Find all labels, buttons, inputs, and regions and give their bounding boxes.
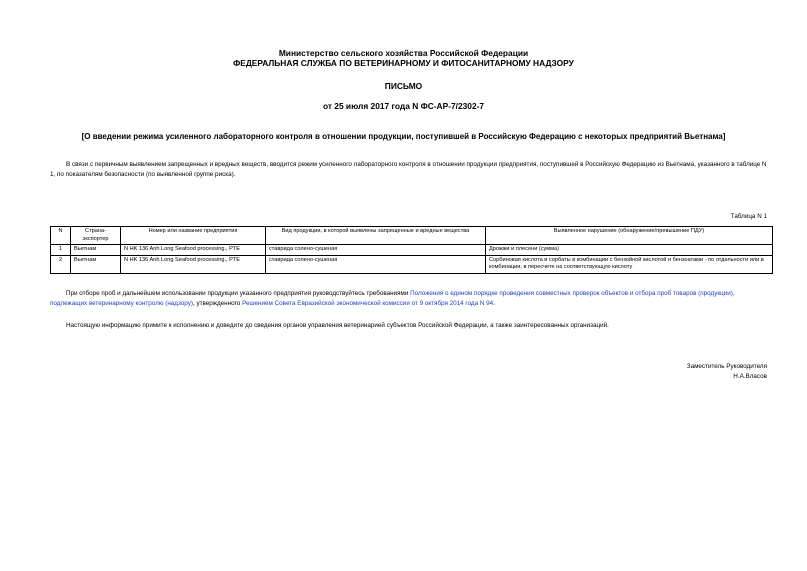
col-header-enterprise: Номер или название предприятия [121,227,266,245]
intro-text: В связи с первичным выявлением запрещенных и вредных веществ, вводится режим усиленного лабораторного контроля в отношении продукции предприятия, поступившей в Российскую Федерацию из Вьетнама, указанного в таблице N 1, по показателям безопасности (по выявленной группе риска). [50,161,767,178]
cell-number: 1 [51,245,71,256]
decision-link[interactable]: Решением Совета Евразийской экономической комиссии от 9 октября 2014 года N 94 [242,300,494,307]
table-row [51,255,773,273]
cell-violation: Сорбиновая кислота и сорбаты в комбинации с бензойной кислотой и бензоатами - по отдельности или в комбинации, в пересчете на соответствующую кислоту [486,255,773,273]
cell-enterprise: N HK 136 Anh Long Seafood processing., PTE [121,245,266,256]
cell-product: ставрида солено-сушеная [266,255,486,273]
closing-paragraph [50,321,772,331]
signatory-position: Заместитель Руководителя [686,363,767,370]
cell-enterprise: N HK 136 Anh Long Seafood processing., PTE [121,255,266,273]
violations-table [50,226,773,274]
intro-paragraph [50,160,772,180]
col-header-number: N [51,227,71,245]
table-row [51,245,773,256]
document-type: ПИСЬМО [384,81,423,91]
signatory-name: Н.А.Власов [733,373,767,380]
sampling-paragraph [50,289,772,309]
sampling-text-middle: , утвержденного [192,300,243,307]
ministry-name: Министерство сельского хозяйства Российской Федерации [278,48,529,58]
cell-violation: Дрожжи и плесени (сумма) [486,245,773,256]
col-header-product: Вид продукции, в которой выявлены запрещенные и вредные вещества [266,227,486,245]
col-header-country: Страна-экспортер [71,227,121,245]
closing-text: Настоящую информацию примите к исполнению и доведите до сведения органов управления ветеринарией субъектов Российской Федерации, а также заинтересованных организаций. [66,322,609,329]
table-caption: Таблица N 1 [730,213,767,220]
cell-country: Вьетнам [71,245,121,256]
regulation-link[interactable]: Положения о едином порядке проведения совместных проверок объектов и отбора проб товаров (продукции), подлежащих ветеринарному контролю (надзору) [50,290,735,307]
cell-country: Вьетнам [71,255,121,273]
service-name: ФЕДЕРАЛЬНАЯ СЛУЖБА ПО ВЕТЕРИНАРНОМУ И ФИТОСАНИТАРНОМУ НАДЗОРУ [233,58,574,68]
table-header-row [51,227,773,245]
cell-number: 2 [51,255,71,273]
document-subject: [О введении режима усиленного лабораторного контроля в отношении продукции, поступившей в Российскую Федерацию с некоторых предприятий Вьетнама] [81,132,726,141]
col-header-violation: Выявленное нарушение (обнаружение/превышение ПДУ) [486,227,773,245]
sampling-text-before: При отборе проб и дальнейшем использовании продукции указанного предприятия руководствуйтесь требованиями [66,290,411,297]
document-date-number: от 25 июля 2017 года N ФС-АР-7/2302-7 [322,101,485,111]
sampling-text-after: . [493,300,495,307]
cell-product: ставрида солено-сушеная [266,245,486,256]
